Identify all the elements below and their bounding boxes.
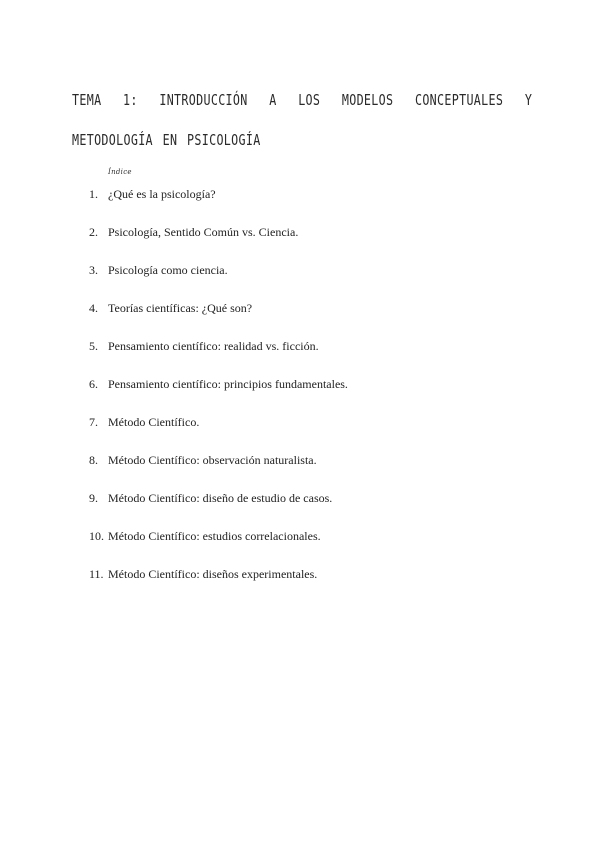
toc-item-text: Teorías científicas: ¿Qué son? — [108, 301, 253, 315]
toc-item-number: 3. — [89, 263, 98, 277]
toc-item-number: 1. — [89, 187, 98, 201]
toc-item-text: Psicología, Sentido Común vs. Ciencia. — [108, 225, 299, 239]
toc-item — [72, 374, 532, 412]
toc-item — [72, 222, 532, 260]
toc-item-number: 2. — [89, 225, 98, 239]
toc-item — [72, 412, 532, 450]
toc-item-text: Pensamiento científico: principios fundamentales. — [108, 377, 348, 391]
toc-item — [72, 184, 532, 222]
toc-item-text: Psicología como ciencia. — [108, 263, 228, 277]
toc-item-number: 8. — [89, 453, 98, 467]
table-of-contents — [72, 184, 532, 602]
toc-item-number: 4. — [89, 301, 98, 315]
toc-item-number: 6. — [89, 377, 98, 391]
toc-item-text: Método Científico: diseños experimentales. — [108, 567, 318, 581]
toc-item-number: 9. — [89, 491, 98, 505]
toc-item-text: Pensamiento científico: realidad vs. ficción. — [108, 339, 319, 353]
toc-item — [72, 488, 532, 526]
toc-item-number: 7. — [89, 415, 98, 429]
toc-item-text: Método Científico: estudios correlacionales. — [108, 529, 321, 543]
index-label: Índice — [108, 168, 132, 176]
toc-item — [72, 336, 532, 374]
document-title: TEMA 1: INTRODUCCIÓN A LOS MODELOS CONCEPTUALES Y METODOLOGÍA EN PSICOLOGÍA — [72, 91, 533, 149]
toc-item — [72, 298, 532, 336]
toc-item-text: Método Científico. — [108, 415, 200, 429]
toc-item-number: 10. — [89, 529, 104, 543]
toc-item — [72, 526, 532, 564]
toc-item-text: ¿Qué es la psicología? — [108, 187, 216, 201]
toc-item-text: Método Científico: observación naturalista. — [108, 453, 317, 467]
toc-item — [72, 564, 532, 602]
toc-item — [72, 260, 532, 298]
toc-item — [72, 450, 532, 488]
toc-item-number: 5. — [89, 339, 98, 353]
toc-item-number: 11. — [89, 567, 104, 581]
toc-item-text: Método Científico: diseño de estudio de casos. — [108, 491, 333, 505]
